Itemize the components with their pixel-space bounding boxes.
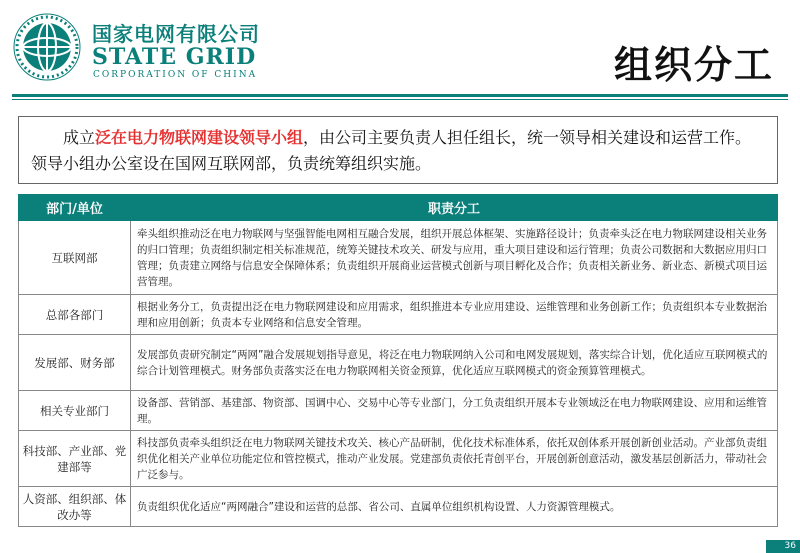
dept-cell: 人资部、组织部、体改办等 <box>19 487 131 527</box>
dept-cell: 互联网部 <box>19 221 131 295</box>
table-row <box>19 487 778 527</box>
duty-cell: 设备部、营销部、基建部、物资部、国调中心、交易中心等专业部门，分工负责组织开展本专业领域泛在电力物联网建设、应用和运维管理。 <box>131 391 778 431</box>
duty-cell: 科技部负责牵头组织泛在电力物联网关键技术攻关、核心产品研制，优化技术标准体系，依托双创体系开展创新创业活动。产业部负责组织优化相关产业单位功能定位和管控模式，推动产业发展。党建部负责依托青创平台，开展创新创意活动，激发基层创新活力，带动社会广泛参与。 <box>131 431 778 487</box>
intro-highlight: 泛在电力物联网建设领导小组 <box>95 128 304 147</box>
dept-cell: 相关专业部门 <box>19 391 131 431</box>
table-row <box>19 391 778 431</box>
duty-table <box>18 194 778 527</box>
col-header-duty: 职责分工 <box>131 195 778 221</box>
table-row <box>19 431 778 487</box>
table-row <box>19 221 778 295</box>
dept-cell: 总部各部门 <box>19 295 131 335</box>
brand-name-cn: 国家电网有限公司 <box>92 22 260 46</box>
table-row <box>19 295 778 335</box>
header-rule-thin <box>12 99 788 100</box>
table-header-row <box>19 195 778 221</box>
duty-cell: 牵头组织推动泛在电力物联网与坚强智能电网相互融合发展，组织开展总体框架、实施路径设计；负责牵头泛在电力物联网建设相关业务的归口管理；负责组织制定相关标准规范，统筹关键技术攻关、研发与应用，重大项目建设和运行管理；负责公司数据和大数据应用归口管理；负责建立网络与信息安全保障体系；负责组织开展商业运营模式创新与项目孵化及合作；负责相关新业务、新业态、新模式项目运营管理。 <box>131 221 778 295</box>
page-number: 36 <box>766 540 800 553</box>
dept-cell: 科技部、产业部、党建部等 <box>19 431 131 487</box>
intro-body: ，由公司主要负责人担任组长，统一领导相关建设和运营工作。领导小组办公室设在国网互联网部，负责统筹组织实施。 <box>31 128 752 173</box>
duty-cell: 根据业务分工，负责提出泛在电力物联网建设和应用需求，组织推进本专业应用建设、运维管理和业务创新工作；负责组织本专业数据治理和应用创新；负责本专业网络和信息安全管理。 <box>131 295 778 335</box>
brand-subtitle: CORPORATION OF CHINA <box>93 70 258 80</box>
col-header-dept: 部门/单位 <box>19 195 131 221</box>
duty-cell: 发展部负责研究制定“两网”融合发展规划指导意见，将泛在电力物联网纳入公司和电网发展规划，落实综合计划，优化适应互联网模式的综合计划管理模式。财务部负责落实泛在电力物联网相关资金预算，优化适应互联网模式的资金预算管理模式。 <box>131 335 778 391</box>
brand-name-en: STATE GRID <box>92 44 257 70</box>
table-row <box>19 335 778 391</box>
intro-prefix: 成立 <box>63 128 96 147</box>
intro-box <box>18 116 778 184</box>
dept-cell: 发展部、财务部 <box>19 335 131 391</box>
header-rule <box>12 94 788 97</box>
duty-cell: 负责组织优化适应“两网融合”建设和运营的总部、省公司、直属单位组织机构设置、人力资源管理模式。 <box>131 487 778 527</box>
state-grid-logo <box>12 12 82 82</box>
slide-title: 组织分工 <box>613 43 774 87</box>
